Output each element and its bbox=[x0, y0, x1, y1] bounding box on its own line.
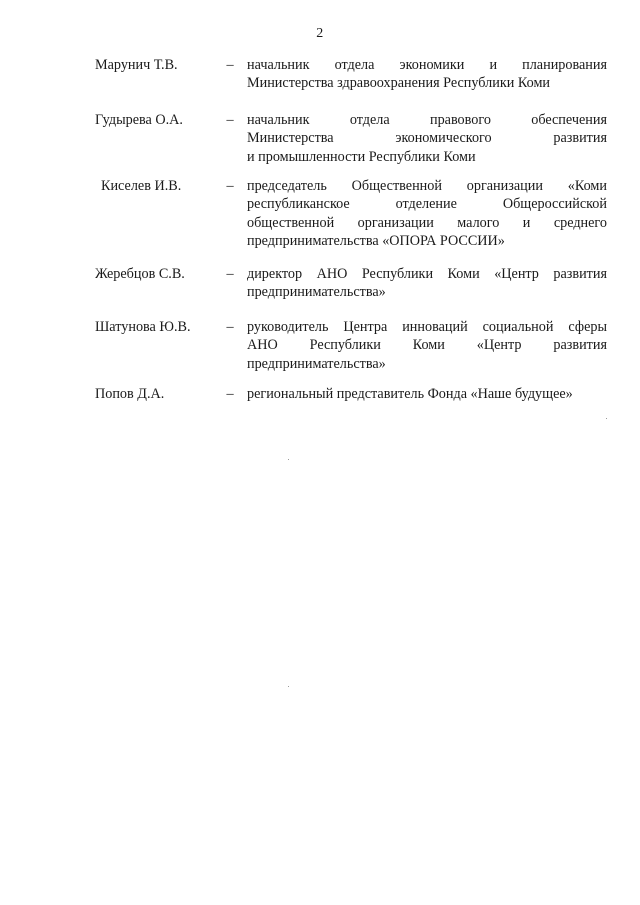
member-name: Шатунова Ю.В. bbox=[95, 319, 191, 335]
position-line: АНО Республики Коми «Центр развития bbox=[247, 337, 607, 354]
dash-separator: – bbox=[226, 386, 234, 402]
member-name: Марунич Т.В. bbox=[95, 57, 178, 73]
position-line: республиканское отделение Общероссийской bbox=[247, 196, 607, 213]
member-position bbox=[247, 56, 607, 93]
dash-separator: – bbox=[226, 178, 234, 194]
member-position bbox=[247, 318, 607, 373]
member-position bbox=[247, 265, 607, 302]
dash-separator: – bbox=[226, 266, 234, 282]
position-line: директор АНО Республики Коми «Центр развития bbox=[247, 266, 607, 282]
dash-separator: – bbox=[226, 57, 234, 73]
position-line: начальник отдела правового обеспечения bbox=[247, 112, 607, 128]
dash-separator: – bbox=[226, 319, 234, 335]
member-name: Киселев И.В. bbox=[101, 178, 182, 194]
scan-speck bbox=[288, 686, 289, 687]
member-position bbox=[247, 111, 607, 166]
position-line: предпринимательства» bbox=[247, 355, 386, 372]
member-position bbox=[247, 385, 607, 403]
position-line: предпринимательства «ОПОРА РОССИИ» bbox=[247, 233, 505, 250]
position-line: региональный представитель Фонда «Наше будущее» bbox=[247, 386, 573, 402]
position-line: Министерства экономического развития bbox=[247, 130, 607, 147]
position-line: предпринимательства» bbox=[247, 284, 386, 301]
dash-separator: – bbox=[226, 112, 234, 128]
position-line: председатель Общественной организации «Коми bbox=[247, 178, 607, 194]
member-name: Жеребцов С.В. bbox=[95, 266, 185, 282]
position-line: руководитель Центра инноваций социальной сферы bbox=[247, 319, 607, 335]
position-line: Министерства здравоохранения Республики Коми bbox=[247, 75, 551, 92]
member-name: Гудырева О.А. bbox=[95, 112, 183, 128]
member-position bbox=[247, 177, 607, 251]
scan-speck bbox=[606, 418, 607, 419]
page-number: 2 bbox=[316, 26, 324, 41]
position-line: общественной организации малого и среднего bbox=[247, 214, 607, 231]
position-line: и промышленности Республики Коми bbox=[247, 148, 476, 165]
member-name: Попов Д.А. bbox=[95, 386, 165, 402]
scan-speck bbox=[288, 459, 289, 460]
position-line: начальник отдела экономики и планирования bbox=[247, 57, 607, 73]
